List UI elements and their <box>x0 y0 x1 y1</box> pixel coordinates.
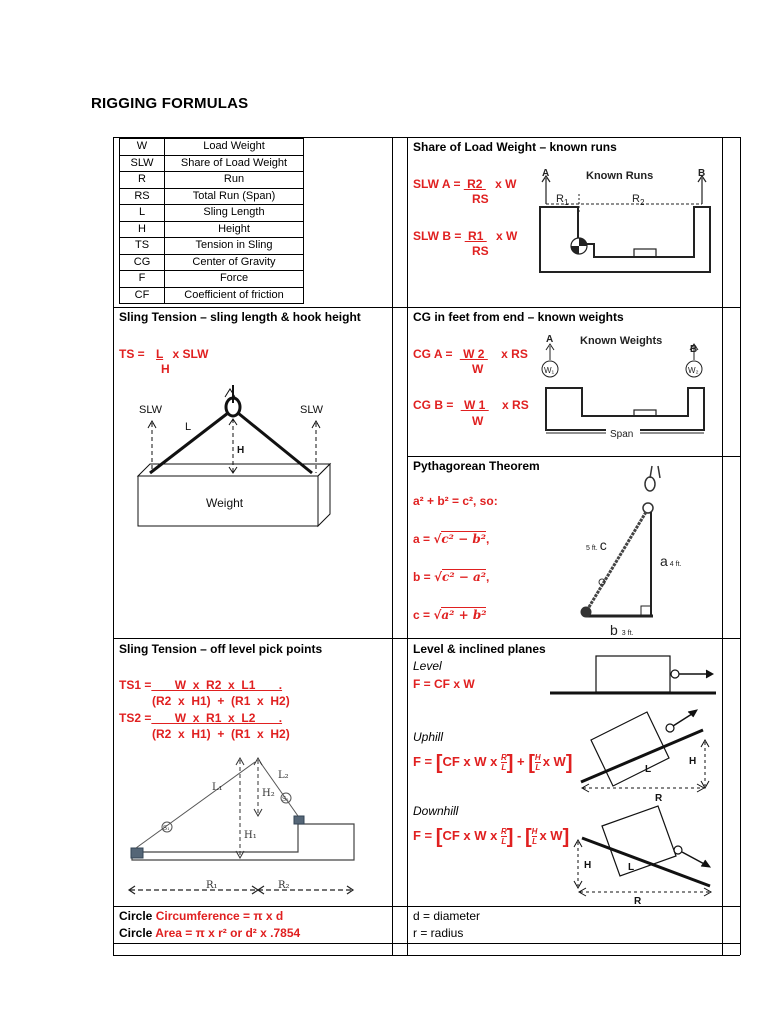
legend-row <box>120 188 304 205</box>
legend-row <box>120 238 304 255</box>
legend-meaning: Height <box>165 221 304 238</box>
legend-meaning: Load Weight <box>165 139 304 156</box>
pyth-identity: a² + b² = c², so: <box>413 494 498 508</box>
known-weights-title: Known Weights <box>580 335 663 347</box>
legend-row <box>120 221 304 238</box>
h2-label: H₂ <box>262 788 275 799</box>
uphill-diagram <box>575 700 720 802</box>
sling-l-label: L <box>185 421 192 433</box>
legend-abbr: TS <box>120 238 165 255</box>
svg-text:R2 <box>632 193 645 207</box>
cg-a-formula: CG A = W 2 x RS <box>413 347 528 361</box>
b-value: 3 ft. <box>621 630 634 637</box>
c-label: c <box>599 537 607 553</box>
offlevel-heading: Sling Tension – off level pick points <box>119 642 323 656</box>
legend-abbr: RS <box>120 188 165 205</box>
w1-label: W₁ <box>544 366 555 375</box>
l1-label: L₁ <box>212 782 223 793</box>
a-value: 4 ft. <box>669 561 682 568</box>
downhill-label: Downhill <box>413 804 459 818</box>
c-value: 5 ft. <box>586 545 598 552</box>
legend-meaning: Sling Length <box>165 205 304 222</box>
diameter-definition: d = diameter <box>413 909 481 923</box>
h1-label: H₁ <box>244 830 257 841</box>
label-r1-sub: 1 <box>563 198 569 207</box>
legend-abbr: R <box>120 172 165 189</box>
pyth-c: c = √a² + b² <box>413 608 487 622</box>
s2-label: S₂ <box>282 796 289 803</box>
legend-abbr: CF <box>120 287 165 304</box>
radius-definition: r = radius <box>413 926 464 940</box>
slw-a-formula: SLW A = R2 x W <box>413 177 517 191</box>
s1-label: S₁ <box>163 825 170 832</box>
span-label: Span <box>610 429 634 440</box>
cg-b-denominator: W <box>472 414 484 428</box>
ts-denominator: H <box>161 362 170 376</box>
legend-abbr: W <box>120 139 165 156</box>
legend-abbr: CG <box>120 254 165 271</box>
r2-label: R₂ <box>278 880 290 891</box>
legend-abbr: SLW <box>120 155 165 172</box>
share-heading: Share of Load Weight – known runs <box>413 140 617 154</box>
ts2-denominator: (R2 x H1) + (R1 x H2) <box>152 727 290 741</box>
known-runs-title: Known Runs <box>586 170 654 182</box>
legend-row <box>120 172 304 189</box>
legend-table <box>119 138 304 304</box>
label-r1: R <box>556 193 564 205</box>
sling-h-label: H <box>237 445 245 456</box>
downhill-h-label: H <box>584 860 592 871</box>
level-diagram <box>548 652 718 694</box>
svg-text:b3 ft. <box>610 622 634 638</box>
cg-b-formula: CG B = W 1 x RS <box>413 398 529 412</box>
known-weights-diagram <box>536 332 716 444</box>
uphill-h-label: H <box>689 756 697 767</box>
cg-a-denominator: W <box>472 362 484 376</box>
pyth-b: b = √c² − a², <box>413 570 490 584</box>
label-r2-sub: 2 <box>639 198 645 207</box>
slw-left-label: SLW <box>139 404 163 416</box>
cg-label-b: B <box>690 344 698 355</box>
legend-meaning: Share of Load Weight <box>165 155 304 172</box>
sling-heading: Sling Tension – sling length & hook height <box>119 310 361 324</box>
uphill-l-label: L <box>645 764 652 775</box>
pyth-heading: Pythagorean Theorem <box>413 459 540 473</box>
circle-area: Circle Area = π x r² or d² x .7854 <box>119 926 301 940</box>
level-formula: F = CF x W <box>413 677 475 691</box>
pyth-a: a = √c² − b², <box>413 532 490 546</box>
label-b: B <box>698 168 706 179</box>
known-runs-diagram <box>536 166 716 278</box>
level-label: Level <box>413 659 442 673</box>
offlevel-diagram <box>120 752 365 904</box>
svg-text:5 ft.c <box>586 537 607 553</box>
svg-text:R1 <box>556 193 569 207</box>
legend-abbr: F <box>120 271 165 288</box>
svg-text:a4 ft. <box>660 553 682 569</box>
legend-row <box>120 155 304 172</box>
legend-row <box>120 205 304 222</box>
ts2-formula: TS2 = W x R1 x L2 . <box>119 711 283 725</box>
cg-heading: CG in feet from end – known weights <box>413 310 624 324</box>
legend-abbr: L <box>120 205 165 222</box>
legend-meaning: Total Run (Span) <box>165 188 304 205</box>
ts-formula: TS = L x SLW <box>119 347 209 361</box>
slw-b-denominator: RS <box>472 244 489 258</box>
label-r2: R <box>632 193 640 205</box>
ts1-formula: TS1 = W x R2 x L1 . <box>119 678 283 692</box>
slw-right-label: SLW <box>300 404 324 416</box>
label-a: A <box>542 168 550 179</box>
circle-circumference: Circle Circumference = π x d <box>119 909 284 923</box>
legend-row <box>120 139 304 156</box>
uphill-formula: F = [CF x W x $\frac{R}{L}$ ] + [ $\frac{H}{L}$ x W] <box>413 751 573 774</box>
ts1-denominator: (R2 x H1) + (R1 x H2) <box>152 694 290 708</box>
uphill-label: Uphill <box>413 730 444 744</box>
planes-heading: Level & inclined planes <box>413 642 546 656</box>
downhill-diagram <box>568 800 718 906</box>
downhill-formula: F = [CF x W x $\frac{R}{L}$ ] - [ $\frac{H}{L}$ x W] <box>413 825 570 848</box>
r1-label: R₁ <box>206 880 218 891</box>
downhill-l-label: L <box>628 862 635 873</box>
a-label: a <box>660 553 668 569</box>
weight-label: Weight <box>206 496 244 510</box>
legend-meaning: Force <box>165 271 304 288</box>
legend-row <box>120 271 304 288</box>
sling-diagram <box>120 385 335 535</box>
legend-row <box>120 287 304 304</box>
legend-meaning: Tension in Sling <box>165 238 304 255</box>
uphill-r-label: R <box>655 793 663 804</box>
slw-a-denominator: RS <box>472 192 489 206</box>
legend-abbr: H <box>120 221 165 238</box>
cg-label-a: A <box>546 334 554 345</box>
legend-meaning: Run <box>165 172 304 189</box>
legend-meaning: Coefficient of friction <box>165 287 304 304</box>
l2-label: L₂ <box>278 770 289 781</box>
page-title: RIGGING FORMULAS <box>91 95 249 112</box>
w2-label: W₂ <box>688 366 699 375</box>
slw-b-formula: SLW B = R1 x W <box>413 229 518 243</box>
legend-meaning: Center of Gravity <box>165 254 304 271</box>
downhill-r-label: R <box>634 896 642 907</box>
legend-row <box>120 254 304 271</box>
b-label: b <box>610 622 618 638</box>
pythagorean-diagram <box>580 462 690 637</box>
